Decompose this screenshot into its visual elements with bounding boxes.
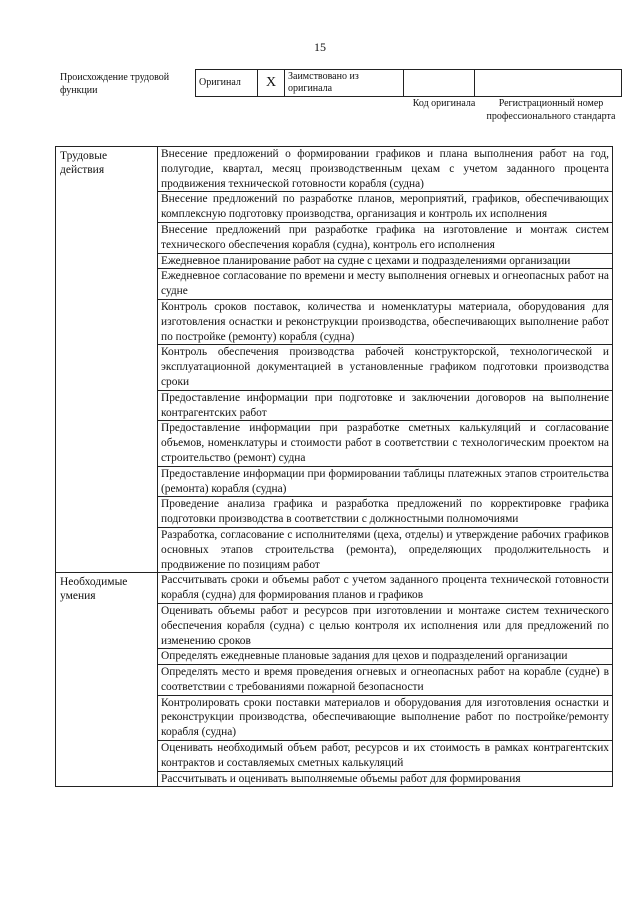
reg-number-caption: Регистрационный номер профессионального стандарта bbox=[486, 98, 616, 122]
list-item: Контролировать сроки поставки материалов и оборудования для изготовления оснастки и реконструкции производства, обеспечивающие выполнение работ по постройке/ремонту корабля (судна) bbox=[158, 696, 612, 741]
original-cell: Оригинал bbox=[196, 70, 258, 97]
list-item: Ежедневное согласование по времени и месту выполнения огневых и огнеопасных работ на судне bbox=[158, 269, 612, 300]
origin-table bbox=[195, 69, 622, 97]
borrowed-cell: Заимствовано из оригинала bbox=[285, 70, 404, 97]
list-item: Предоставление информации при подготовке и заключении договоров на выполнение контрагентских работ bbox=[158, 391, 612, 422]
list-item: Ежедневное планирование работ на судне с цехами и подразделениями организации bbox=[158, 254, 612, 270]
section-items bbox=[158, 147, 613, 573]
code-caption: Код оригинала bbox=[412, 98, 476, 109]
list-item: Внесение предложений по разработке планов, мероприятий, графиков, обеспечивающих комплексную подготовку производства, организация и контроль их исполнения bbox=[158, 192, 612, 223]
list-item: Рассчитывать сроки и объемы работ с учетом заданного процента технической готовности корабля (судна) для формирования планов и графиков bbox=[158, 573, 612, 604]
section-row bbox=[56, 573, 613, 787]
functions-table bbox=[55, 146, 613, 787]
list-item: Разработка, согласование с исполнителями (цеха, отделы) и утверждение рабочих графиков основных этапов строительства (ремонта), определяющих продолжительность и продвижение по позициям работ bbox=[161, 528, 609, 571]
origin-label: Происхождение трудовой функции bbox=[60, 72, 170, 96]
section-label: Необходимые умения bbox=[56, 573, 158, 787]
reg-number-cell bbox=[475, 70, 622, 97]
section-items bbox=[158, 573, 613, 787]
list-item: Внесение предложений при разработке графика на изготовление и монтаж систем технического обеспечения корабля (судна), контроль его исполнения bbox=[158, 223, 612, 254]
list-item: Рассчитывать и оценивать выполняемые объемы работ для формирования bbox=[161, 772, 521, 785]
page-number: 15 bbox=[314, 40, 326, 54]
list-item: Оценивать объемы работ и ресурсов при изготовлении и монтаже систем технического обеспечения корабля (судна) с целью контроля их исполнения или для предложений по изменению сроков bbox=[158, 604, 612, 649]
original-mark: X bbox=[258, 70, 285, 97]
list-item: Контроль обеспечения производства рабочей конструкторской, технологической и эксплуатационной документацией в установленные графиком подготовки производства сроки bbox=[158, 345, 612, 390]
list-item: Предоставление информации при разработке сметных калькуляций и согласование объемов, номенклатуры и стоимости работ в соответствии с технологическим проектом на строительство (ремонт) судна bbox=[158, 421, 612, 466]
section-label: Трудовые действия bbox=[56, 147, 158, 573]
list-item: Определять ежедневные плановые задания для цехов и подразделений организации bbox=[158, 649, 612, 665]
list-item: Определять место и время проведения огневых и огнеопасных работ на корабле (судне) в соответствии с требованиями пожарной безопасности bbox=[158, 665, 612, 696]
list-item: Контроль сроков поставок, количества и номенклатуры материала, оборудования для изготовления оснастки и реконструкции производства, обеспечивающих выполнение работ по постройке (ремонту) корабля (судна) bbox=[158, 300, 612, 345]
list-item: Внесение предложений о формировании графиков и плана выполнения работ на год, полугодие, квартал, месяц производственным цехам с учетом заданного процента продвижения технической готовности корабля (судна) bbox=[158, 147, 612, 192]
list-item: Проведение анализа графика и разработка предложений по корректировке графика подготовки производства в соответствии с должностными полномочиями bbox=[158, 497, 612, 528]
list-item: Оценивать необходимый объем работ, ресурсов и их стоимость в рамках контрагентских контрактов и составляемых сметных калькуляций bbox=[158, 741, 612, 772]
section-row bbox=[56, 147, 613, 573]
code-cell bbox=[404, 70, 475, 97]
list-item: Предоставление информации при формировании таблицы платежных этапов строительства (ремонта) корабля (судна) bbox=[158, 467, 612, 498]
